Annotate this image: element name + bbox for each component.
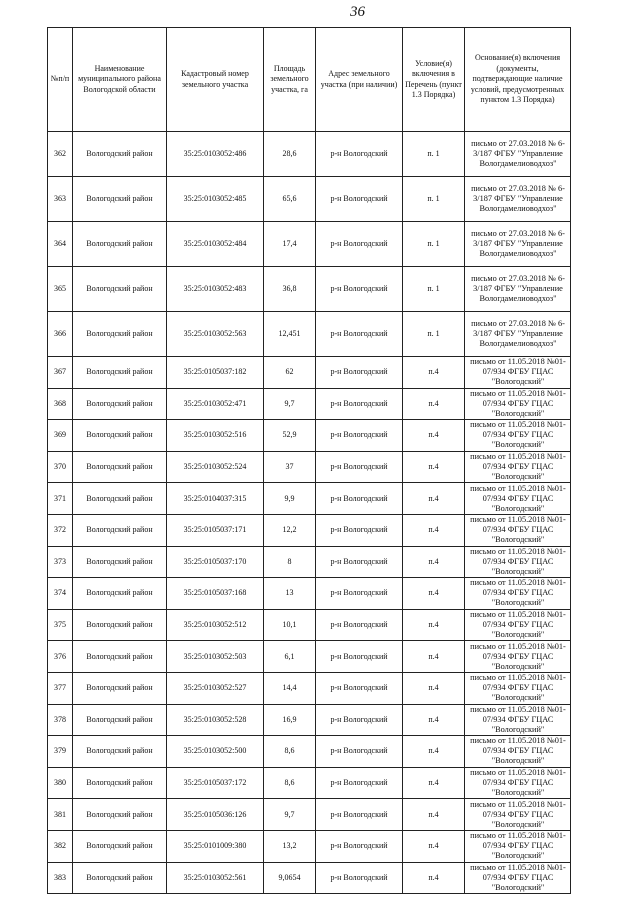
cell-district: Вологодский район — [73, 767, 167, 799]
cell-address: р-н Вологодский — [316, 736, 403, 768]
table-row — [48, 862, 571, 894]
cell-condition: п.4 — [403, 799, 465, 831]
cell-basis: письмо от 11.05.2018 №01-07/934 ФГБУ ГЦАС "Вологодский" — [465, 546, 571, 578]
cell-address: р-н Вологодский — [316, 862, 403, 894]
cell-area: 62 — [264, 357, 316, 389]
cell-basis: письмо от 11.05.2018 №01-07/934 ФГБУ ГЦАС "Вологодский" — [465, 767, 571, 799]
cell-cadastral-number: 35:25:0103052:561 — [167, 862, 264, 894]
table-header-row — [48, 28, 571, 132]
cell-condition: п.4 — [403, 830, 465, 862]
header-address: Адрес земельного участка (при наличии) — [316, 28, 403, 132]
cell-number: 363 — [48, 177, 73, 222]
cell-cadastral-number: 35:25:0105037:168 — [167, 578, 264, 610]
cell-district: Вологодский район — [73, 546, 167, 578]
cell-condition: п. 1 — [403, 132, 465, 177]
cell-condition: п.4 — [403, 609, 465, 641]
cell-address: р-н Вологодский — [316, 514, 403, 546]
cell-district: Вологодский район — [73, 132, 167, 177]
cell-address: р-н Вологодский — [316, 451, 403, 483]
cell-condition: п.4 — [403, 704, 465, 736]
cell-district: Вологодский район — [73, 799, 167, 831]
cell-cadastral-number: 35:25:0101009:380 — [167, 830, 264, 862]
cell-basis: письмо от 11.05.2018 №01-07/934 ФГБУ ГЦАС "Вологодский" — [465, 672, 571, 704]
cell-condition: п.4 — [403, 767, 465, 799]
cell-basis: письмо от 11.05.2018 №01-07/934 ФГБУ ГЦАС "Вологодский" — [465, 736, 571, 768]
cell-district: Вологодский район — [73, 388, 167, 420]
cell-cadastral-number: 35:25:0103052:516 — [167, 420, 264, 452]
cell-condition: п. 1 — [403, 267, 465, 312]
table-row — [48, 357, 571, 389]
cell-district: Вологодский район — [73, 641, 167, 673]
cell-cadastral-number: 35:25:0105036:126 — [167, 799, 264, 831]
cell-cadastral-number: 35:25:0105037:170 — [167, 546, 264, 578]
cell-number: 375 — [48, 609, 73, 641]
cell-basis: письмо от 27.03.2018 № 6-3/187 ФГБУ "Управление Вологдамелиоводхоз" — [465, 177, 571, 222]
cell-condition: п. 1 — [403, 222, 465, 267]
header-area: Площадь земельного участка, га — [264, 28, 316, 132]
cell-condition: п.4 — [403, 388, 465, 420]
cell-cadastral-number: 35:25:0103052:512 — [167, 609, 264, 641]
table-row — [48, 177, 571, 222]
header-condition: Условие(я) включения в Перечень (пункт 1.3 Порядка) — [403, 28, 465, 132]
cell-number: 371 — [48, 483, 73, 515]
cell-number: 364 — [48, 222, 73, 267]
cell-area: 10,1 — [264, 609, 316, 641]
table-row — [48, 830, 571, 862]
cell-number: 367 — [48, 357, 73, 389]
cell-address: р-н Вологодский — [316, 799, 403, 831]
cell-district: Вологодский район — [73, 451, 167, 483]
cell-condition: п.4 — [403, 736, 465, 768]
cell-number: 362 — [48, 132, 73, 177]
cell-cadastral-number: 35:25:0103052:484 — [167, 222, 264, 267]
cell-number: 380 — [48, 767, 73, 799]
cell-cadastral-number: 35:25:0103052:563 — [167, 312, 264, 357]
cell-address: р-н Вологодский — [316, 641, 403, 673]
header-basis: Основание(я) включения (документы, подтверждающие наличие условий, предусмотренных пунктом 1.3 Порядка) — [465, 28, 571, 132]
cell-number: 378 — [48, 704, 73, 736]
cell-area: 8,6 — [264, 767, 316, 799]
table-row — [48, 641, 571, 673]
cell-number: 376 — [48, 641, 73, 673]
cell-address: р-н Вологодский — [316, 267, 403, 312]
cell-condition: п.4 — [403, 451, 465, 483]
cell-district: Вологодский район — [73, 830, 167, 862]
cell-area: 65,6 — [264, 177, 316, 222]
cell-number: 382 — [48, 830, 73, 862]
cell-district: Вологодский район — [73, 312, 167, 357]
cell-basis: письмо от 27.03.2018 № 6-3/187 ФГБУ "Управление Вологдамелиоводхоз" — [465, 312, 571, 357]
cell-cadastral-number: 35:25:0103052:527 — [167, 672, 264, 704]
cell-address: р-н Вологодский — [316, 546, 403, 578]
cell-district: Вологодский район — [73, 672, 167, 704]
table-row — [48, 312, 571, 357]
cell-condition: п.4 — [403, 546, 465, 578]
cell-area: 8 — [264, 546, 316, 578]
cell-area: 9,0654 — [264, 862, 316, 894]
cell-basis: письмо от 11.05.2018 №01-07/934 ФГБУ ГЦАС "Вологодский" — [465, 609, 571, 641]
cell-number: 373 — [48, 546, 73, 578]
cell-area: 36,8 — [264, 267, 316, 312]
cell-basis: письмо от 11.05.2018 №01-07/934 ФГБУ ГЦАС "Вологодский" — [465, 514, 571, 546]
cell-address: р-н Вологодский — [316, 388, 403, 420]
cell-district: Вологодский район — [73, 177, 167, 222]
table-row — [48, 222, 571, 267]
cell-cadastral-number: 35:25:0104037:315 — [167, 483, 264, 515]
table-row — [48, 388, 571, 420]
cell-district: Вологодский район — [73, 222, 167, 267]
cell-address: р-н Вологодский — [316, 830, 403, 862]
cell-basis: письмо от 11.05.2018 №01-07/934 ФГБУ ГЦАС "Вологодский" — [465, 862, 571, 894]
header-cadastral-number: Кадастровый номер земельного участка — [167, 28, 264, 132]
cell-basis: письмо от 11.05.2018 №01-07/934 ФГБУ ГЦАС "Вологодский" — [465, 830, 571, 862]
cell-basis: письмо от 27.03.2018 № 6-3/187 ФГБУ "Управление Вологдамелиоводхоз" — [465, 132, 571, 177]
cell-address: р-н Вологодский — [316, 312, 403, 357]
cell-district: Вологодский район — [73, 357, 167, 389]
cell-basis: письмо от 11.05.2018 №01-07/934 ФГБУ ГЦАС "Вологодский" — [465, 641, 571, 673]
cell-area: 9,7 — [264, 388, 316, 420]
cell-district: Вологодский район — [73, 483, 167, 515]
cell-condition: п. 1 — [403, 177, 465, 222]
cell-address: р-н Вологодский — [316, 177, 403, 222]
cell-area: 52,9 — [264, 420, 316, 452]
cell-number: 370 — [48, 451, 73, 483]
cell-number: 374 — [48, 578, 73, 610]
land-plots-table — [47, 27, 571, 894]
cell-district: Вологодский район — [73, 609, 167, 641]
cell-condition: п.4 — [403, 672, 465, 704]
cell-basis: письмо от 27.03.2018 № 6-3/187 ФГБУ "Управление Вологдамелиоводхоз" — [465, 222, 571, 267]
cell-area: 12,451 — [264, 312, 316, 357]
cell-area: 17,4 — [264, 222, 316, 267]
cell-cadastral-number: 35:25:0103052:524 — [167, 451, 264, 483]
cell-address: р-н Вологодский — [316, 420, 403, 452]
cell-area: 13 — [264, 578, 316, 610]
cell-cadastral-number: 35:25:0103052:503 — [167, 641, 264, 673]
cell-basis: письмо от 11.05.2018 №01-07/934 ФГБУ ГЦАС "Вологодский" — [465, 451, 571, 483]
cell-district: Вологодский район — [73, 267, 167, 312]
table-row — [48, 267, 571, 312]
cell-number: 381 — [48, 799, 73, 831]
cell-cadastral-number: 35:25:0105037:182 — [167, 357, 264, 389]
cell-district: Вологодский район — [73, 736, 167, 768]
cell-address: р-н Вологодский — [316, 704, 403, 736]
cell-condition: п.4 — [403, 483, 465, 515]
cell-cadastral-number: 35:25:0105037:172 — [167, 767, 264, 799]
table-row — [48, 578, 571, 610]
page-number: 36 — [350, 4, 365, 20]
cell-basis: письмо от 11.05.2018 №01-07/934 ФГБУ ГЦАС "Вологодский" — [465, 357, 571, 389]
cell-condition: п.4 — [403, 578, 465, 610]
cell-cadastral-number: 35:25:0103052:483 — [167, 267, 264, 312]
cell-basis: письмо от 11.05.2018 №01-07/934 ФГБУ ГЦАС "Вологодский" — [465, 420, 571, 452]
cell-cadastral-number: 35:25:0103052:528 — [167, 704, 264, 736]
cell-area: 6,1 — [264, 641, 316, 673]
cell-basis: письмо от 11.05.2018 №01-07/934 ФГБУ ГЦАС "Вологодский" — [465, 704, 571, 736]
cell-number: 369 — [48, 420, 73, 452]
cell-address: р-н Вологодский — [316, 483, 403, 515]
table-row — [48, 483, 571, 515]
table-row — [48, 451, 571, 483]
cell-basis: письмо от 11.05.2018 №01-07/934 ФГБУ ГЦАС "Вологодский" — [465, 388, 571, 420]
cell-area: 13,2 — [264, 830, 316, 862]
cell-address: р-н Вологодский — [316, 609, 403, 641]
table-row — [48, 672, 571, 704]
cell-area: 9,7 — [264, 799, 316, 831]
cell-number: 383 — [48, 862, 73, 894]
cell-number: 365 — [48, 267, 73, 312]
table-row — [48, 767, 571, 799]
cell-number: 372 — [48, 514, 73, 546]
cell-address: р-н Вологодский — [316, 357, 403, 389]
table-row — [48, 132, 571, 177]
cell-condition: п.4 — [403, 420, 465, 452]
cell-district: Вологодский район — [73, 704, 167, 736]
cell-area: 12,2 — [264, 514, 316, 546]
cell-condition: п.4 — [403, 862, 465, 894]
cell-area: 37 — [264, 451, 316, 483]
cell-address: р-н Вологодский — [316, 132, 403, 177]
table-row — [48, 736, 571, 768]
table-row — [48, 704, 571, 736]
cell-cadastral-number: 35:25:0103052:471 — [167, 388, 264, 420]
cell-area: 14,4 — [264, 672, 316, 704]
cell-condition: п.4 — [403, 514, 465, 546]
cell-area: 28,6 — [264, 132, 316, 177]
cell-basis: письмо от 27.03.2018 № 6-3/187 ФГБУ "Управление Вологдамелиоводхоз" — [465, 267, 571, 312]
cell-cadastral-number: 35:25:0105037:171 — [167, 514, 264, 546]
cell-address: р-н Вологодский — [316, 767, 403, 799]
cell-district: Вологодский район — [73, 862, 167, 894]
cell-cadastral-number: 35:25:0103052:485 — [167, 177, 264, 222]
cell-condition: п. 1 — [403, 312, 465, 357]
cell-condition: п.4 — [403, 641, 465, 673]
cell-address: р-н Вологодский — [316, 222, 403, 267]
cell-district: Вологодский район — [73, 514, 167, 546]
cell-number: 366 — [48, 312, 73, 357]
table-row — [48, 609, 571, 641]
header-district: Наименование муниципального района Вологодской области — [73, 28, 167, 132]
cell-basis: письмо от 11.05.2018 №01-07/934 ФГБУ ГЦАС "Вологодский" — [465, 578, 571, 610]
cell-area: 8,6 — [264, 736, 316, 768]
cell-address: р-н Вологодский — [316, 578, 403, 610]
cell-number: 379 — [48, 736, 73, 768]
cell-address: р-н Вологодский — [316, 672, 403, 704]
cell-district: Вологодский район — [73, 578, 167, 610]
table-row — [48, 420, 571, 452]
cell-basis: письмо от 11.05.2018 №01-07/934 ФГБУ ГЦАС "Вологодский" — [465, 483, 571, 515]
table-row — [48, 799, 571, 831]
cell-district: Вологодский район — [73, 420, 167, 452]
cell-condition: п.4 — [403, 357, 465, 389]
cell-number: 368 — [48, 388, 73, 420]
cell-area: 9,9 — [264, 483, 316, 515]
table-row — [48, 514, 571, 546]
cell-area: 16,9 — [264, 704, 316, 736]
cell-number: 377 — [48, 672, 73, 704]
cell-basis: письмо от 11.05.2018 №01-07/934 ФГБУ ГЦАС "Вологодский" — [465, 799, 571, 831]
cell-cadastral-number: 35:25:0103052:500 — [167, 736, 264, 768]
cell-cadastral-number: 35:25:0103052:486 — [167, 132, 264, 177]
table-row — [48, 546, 571, 578]
header-number: №п/п — [48, 28, 73, 132]
